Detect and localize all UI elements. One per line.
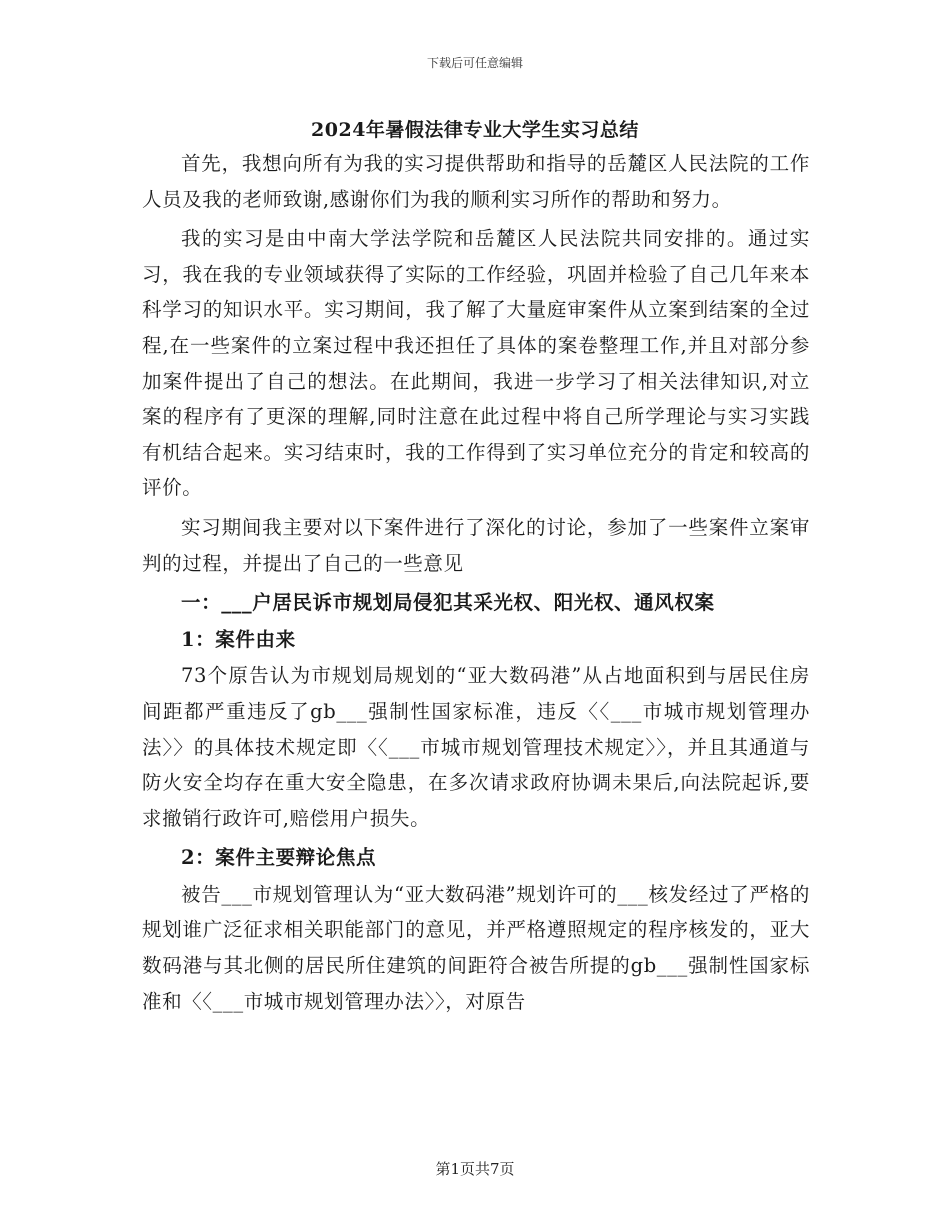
subheading-case-origin: 1：案件由来 (181, 627, 296, 651)
paragraph-case-origin: 73个原告认为市规划局规划的“亚大数码港”从占地面积到与居民住房间距都严重违反了gb___强制性国家标准，违反〈〈___市城市规划管理办法〉〉的具体技术规定即〈〈___市城市规划管理技术规定〉〉，并且其通道与防火安全均存在重大安全隐患，在多次请求政府协调未果后,向法院起诉,要求撤销行政许可,赔偿用户损失。 (142, 664, 810, 830)
document-body (142, 146, 810, 1023)
subheading-debate-focus: 2：案件主要辩论焦点 (181, 846, 377, 870)
paragraph-case-intro: 实习期间我主要对以下案件进行了深化的讨论，参加了一些案件立案审判的过程，并提出了自己的一些意见 (142, 515, 810, 575)
paragraph-internship-overview: 我的实习是由中南大学法学院和岳麓区人民法院共同安排的。通过实习，我在我的专业领域获得了实际的工作经验，巩固并检验了自己几年来本科学习的知识水平。实习期间，我了解了大量庭审案件从立案到结案的全过程,在一些案件的立案过程中我还担任了具体的案卷整理工作,并且对部分参加案件提出了自己的想法。在此期间，我进一步学习了相关法律知识,对立案的程序有了更深的理解,同时注意在此过程中将自己所学理论与实习实践有机结合起来。实习结束时，我的工作得到了实习单位充分的肯定和较高的评价。 (142, 227, 810, 500)
document-title: 2024年暑假法律专业大学生实习总结 (311, 119, 639, 141)
section-heading-case-one: 一：___户居民诉市规划局侵犯其采光权、阳光权、通风权案 (181, 591, 715, 615)
paragraph-defendant-position: 被告___市规划管理认为“亚大数码港”规划许可的___核发经过了严格的规划谁广泛征求相关职能部门的意见，并严格遵照规定的程序核发的，亚大数码港与其北侧的居民所住建筑的间距符合被告所提的gb___强制性国家标准和〈〈___市城市规划管理办法〉〉，对原告 (142, 882, 810, 1013)
page-footer: 第1页共7页 (435, 1160, 515, 1178)
paragraph-acknowledgement: 首先，我想向所有为我的实习提供帮助和指导的岳麓区人民法院的工作人员及我的老师致谢,感谢你们为我的顺利实习所作的帮助和努力。 (142, 152, 810, 211)
header-note: 下载后可任意编辑 (426, 56, 523, 70)
